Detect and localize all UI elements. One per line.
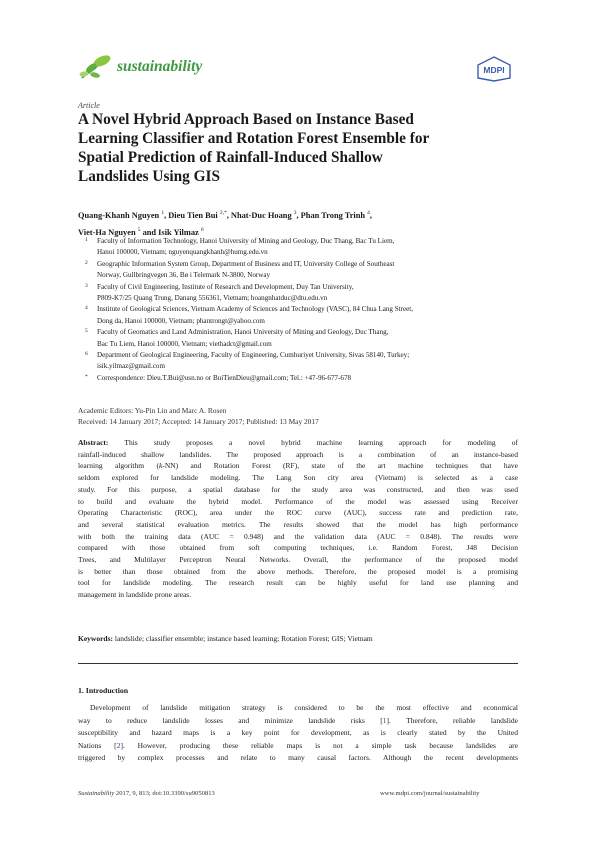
title-line: A Novel Hybrid Approach Based on Instance Based <box>78 111 414 128</box>
keywords-label: Keywords: <box>78 634 113 643</box>
footer-citation: Sustainability 2017, 9, 813; doi:10.3390/su9050813 <box>78 790 215 797</box>
abstract-line: and several statistical evaluation metrics. The results showed that the model has high performance <box>78 519 518 529</box>
abstract-line: study. For this purpose, a spatial database for the study area was constructed, and then was used <box>78 484 518 494</box>
abstract-line: management in landslide prone areas. <box>78 590 192 600</box>
affiliation-item: 5 Faculty of Geomatics and Land Administration, Hanoi University of Mining and Geology, Duc Thang, Bac Tu Liem, Hanoi 100000, Vietnam; viethadct@gmail.com <box>85 328 389 348</box>
journal-name: sustainability <box>117 58 203 75</box>
abstract-line: to build and evaluate the hybrid model. Performance of the model was assessed using Receiver <box>78 496 518 506</box>
title-line: Spatial Prediction of Rainfall-Induced Shallow <box>78 149 383 166</box>
body-line: Development of landslide mitigation strategy is considered to be the most effective and economical <box>90 703 518 712</box>
abstract-line: Trees, and Multilayer Perceptron Neural Networks. Overall, the performance of the proposed model <box>78 555 518 565</box>
keywords <box>78 634 373 643</box>
body-line: susceptibility and hazard maps is a key point for development, as is clearly stated by the United <box>78 728 518 737</box>
author-name[interactable]: Viet-Ha Nguyen <box>78 228 136 238</box>
affiliation-item: 2 Geographic Information System Group, Department of Business and IT, University College of Southeast Norway, Gullbringvegen 36, Bø i Telemark N-3800, Norway <box>85 259 395 280</box>
abstract-line: Operating Characteristic (ROC), area under the ROC curve (AUC), success rate and prediction rate, <box>78 508 518 518</box>
publication-dates: Received: 14 January 2017; Accepted: 14 January 2017; Published: 13 May 2017 <box>78 417 319 426</box>
affiliation-item: 3 Faculty of Civil Engineering, Institute of Research and Development, Duy Tan University, P809-K7/25 Quang Trung, Danang 556361, Vietnam; hoangnhatduc@dtu.edu.vn <box>85 282 354 303</box>
abstract-line: learning algorithm (k-NN) and Rotation Forest (RF), state of the art machine techniques that have <box>78 461 519 471</box>
affiliation-item: 1 Faculty of Information Technology, Hanoi University of Mining and Geology, Duc Thang, Bac Tu Liem, Hanoi 100000, Vietnam; nguyenquangkhanh@humg.edu.vn <box>85 237 395 257</box>
title-line: Landslides Using GIS <box>78 168 220 185</box>
abstract-line: compared with those obtained from soft computing techniques, i.e. Random Forest, J48 Decision <box>78 543 518 553</box>
abstract-line: is better than those obtained from the above methods. Therefore, the proposed model is a promising <box>78 566 518 576</box>
footer-journal: Sustainability <box>78 790 115 797</box>
keywords-text: landslide; classifier ensemble; instance based learning; Rotation Forest; GIS; Vietnam <box>114 634 373 643</box>
section-heading: 1. Introduction <box>78 686 129 695</box>
footer-journal-url[interactable]: www.mdpi.com/journal/sustainability <box>380 790 480 797</box>
section-divider <box>78 663 518 664</box>
paper-title <box>78 110 518 186</box>
abstract-line: Abstract: This study proposes a novel hybrid machine learning approach for modeling of <box>78 438 518 447</box>
mdpi-logo-icon <box>476 56 512 82</box>
affiliations <box>78 236 528 384</box>
author-name[interactable]: Nhat-Duc Hoang <box>230 210 292 220</box>
abstract-line: seldom explored for landslide modeling. The Lang Son city area (Vietnam) is selected as a case <box>78 473 518 483</box>
author-list: Quang-Khanh Nguyen $^1$, Dieu Tien Bui $^{2,*}$, Nhat-Duc Hoang $^3$, Phan Trong Trinh $^4$, Viet-Ha Nguyen $^5$ and Isik Yilmaz $^6$ <box>78 210 372 238</box>
abstract-label: Abstract: <box>78 438 109 447</box>
publisher-name: MDPI <box>483 65 505 75</box>
academic-editors: Academic Editors: Yu-Pin Lin and Marc A. Rosen <box>78 406 227 415</box>
abstract-line: tool for landslide modeling. The research result can be highly useful for land use planning and <box>78 578 518 588</box>
body-line: Nations [2]. However, producing these reliable maps is not a simple task because landslides are <box>78 740 518 750</box>
abstract-line: rainfall-induced shallow landslides. The proposed approach is a combination of an instance-based <box>78 449 518 459</box>
abstract-line: with both the training data (AUC = 0.948) and the validation data (AUC = 0.848). The results were <box>78 531 518 541</box>
correspondence: * Correspondence: Dieu.T.Bui@usn.no or BuiTienDieu@gmail.com; Tel.: +47-96-677-678 <box>85 373 352 382</box>
affiliation-item: 4 Institute of Geological Sciences, Vietnam Academy of Sciences and Technology (VASC), 84 Chua Lang Street, Dong da, Hanoi 100000, Vietnam; phantrongt@yahoo.com <box>85 305 414 325</box>
body-line: triggered by complex processes and relate to many causal factors. Although the recent developments <box>78 753 518 762</box>
article-type: Article <box>78 101 100 110</box>
author-name[interactable]: Isik Yilmaz <box>158 228 199 238</box>
title-line: Learning Classifier and Rotation Forest Ensemble for <box>78 130 430 147</box>
body-line: way to reduce landslide losses and minimize landslide risks [1]. Therefore, reliable landslide <box>78 715 518 725</box>
author-name[interactable]: Dieu Tien Bui <box>168 210 218 220</box>
author-name[interactable]: Quang-Khanh Nguyen <box>78 210 160 220</box>
affiliation-item: 6 Department of Geological Engineering, Faculty of Engineering, Cumhuriyet University, Sivas 58140, Turkey; isik.yilmaz@gmail.com <box>85 351 410 371</box>
author-name[interactable]: Phan Trong Trinh <box>300 210 366 220</box>
publication-info <box>78 405 319 427</box>
introduction-body <box>78 702 518 765</box>
sustainability-leaf-icon <box>78 54 114 82</box>
abstract <box>78 437 518 601</box>
